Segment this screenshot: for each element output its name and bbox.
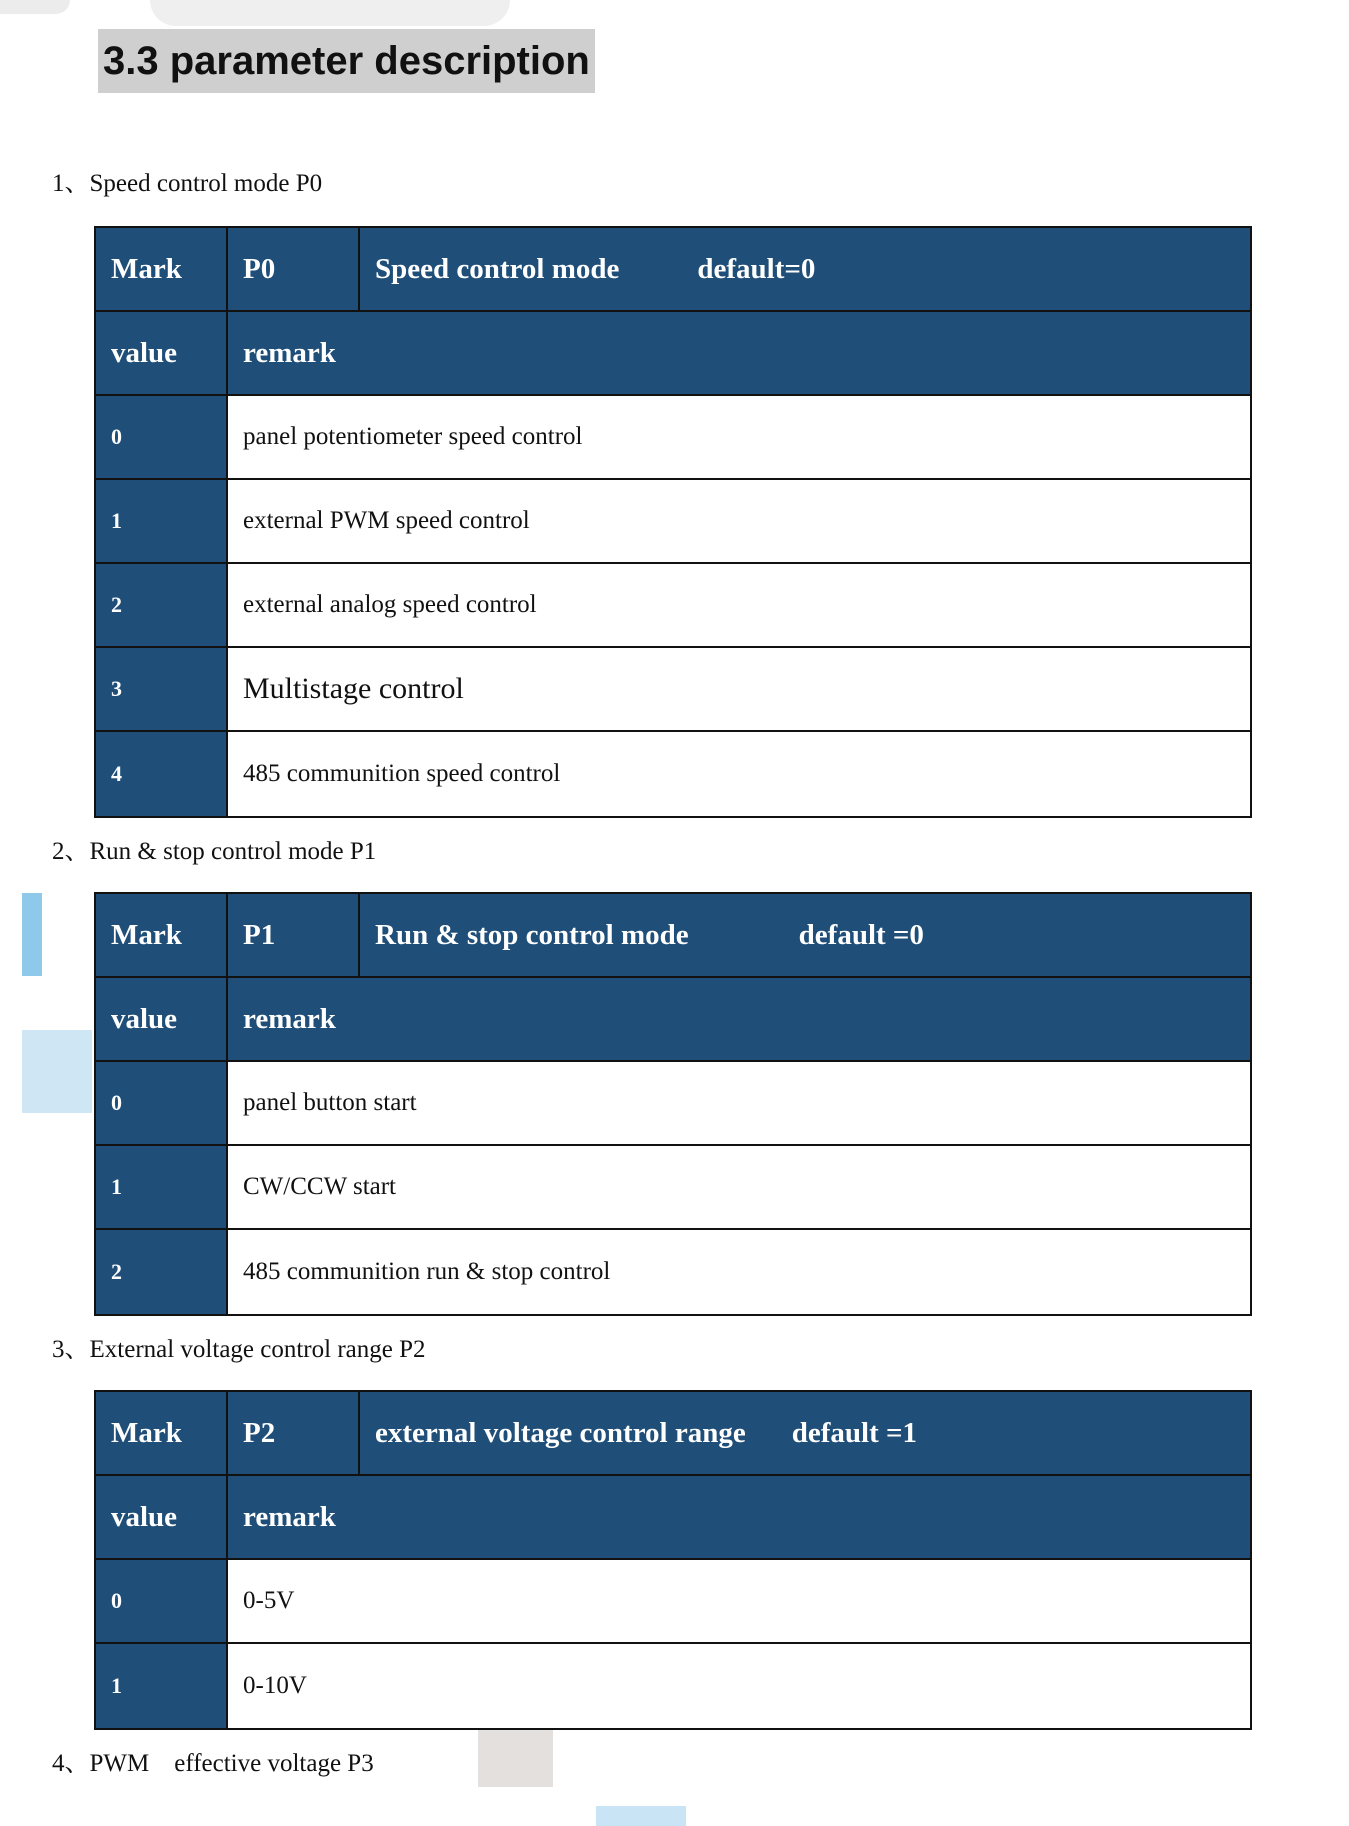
table-header-row <box>96 1392 1250 1476</box>
section-heading-p1: 2、Run & stop control mode P1 <box>52 838 377 865</box>
table-row <box>96 480 1250 564</box>
table-subheader-row <box>96 978 1250 1062</box>
param-name: Speed control mode <box>375 252 620 285</box>
row-value: 0 <box>96 1062 228 1144</box>
table-row <box>96 564 1250 648</box>
param-table-p2 <box>94 1390 1252 1730</box>
table-subheader-row <box>96 1476 1250 1560</box>
table-row <box>96 1146 1250 1230</box>
row-remark: 485 communition speed control <box>228 732 1250 816</box>
param-default: default =0 <box>798 918 924 951</box>
row-remark: external analog speed control <box>228 564 1250 646</box>
section-title: 3.3 parameter description <box>98 29 595 93</box>
row-value: 2 <box>96 1230 228 1314</box>
param-description <box>360 894 1250 976</box>
remark-label: remark <box>228 312 1250 394</box>
param-description <box>360 1392 1250 1474</box>
param-name: external voltage control range <box>375 1416 746 1449</box>
param-table-p1 <box>94 892 1252 1316</box>
table-subheader-row <box>96 312 1250 396</box>
watermark-shape <box>150 0 510 26</box>
row-remark: panel potentiometer speed control <box>228 396 1250 478</box>
watermark-shape <box>596 1806 686 1826</box>
table-row <box>96 1560 1250 1644</box>
section-heading-p2: 3、External voltage control range P2 <box>52 1336 426 1363</box>
param-code: P0 <box>228 228 360 310</box>
row-remark: panel button start <box>228 1062 1250 1144</box>
table-header-row <box>96 894 1250 978</box>
watermark-shape <box>22 893 42 976</box>
row-value: 1 <box>96 1644 228 1728</box>
table-row <box>96 396 1250 480</box>
row-value: 4 <box>96 732 228 816</box>
param-default: default=0 <box>697 252 816 285</box>
watermark-shape <box>0 0 70 14</box>
param-name: Run & stop control mode <box>375 918 689 951</box>
mark-label: Mark <box>96 894 228 976</box>
row-remark: 485 communition run & stop control <box>228 1230 1250 1314</box>
row-value: 0 <box>96 396 228 478</box>
remark-label: remark <box>228 1476 1250 1558</box>
table-row <box>96 648 1250 732</box>
row-value: 3 <box>96 648 228 730</box>
watermark-shape <box>22 1030 92 1113</box>
table-row <box>96 1230 1250 1314</box>
row-remark: external PWM speed control <box>228 480 1250 562</box>
row-value: 2 <box>96 564 228 646</box>
row-remark: 0-5V <box>228 1560 1250 1642</box>
section-heading-p3: 4、PWM effective voltage P3 <box>52 1750 374 1777</box>
mark-label: Mark <box>96 228 228 310</box>
row-value: 1 <box>96 1146 228 1228</box>
param-code: P2 <box>228 1392 360 1474</box>
param-code: P1 <box>228 894 360 976</box>
table-row <box>96 1062 1250 1146</box>
section-heading-p0: 1、Speed control mode P0 <box>52 170 323 197</box>
param-default: default =1 <box>791 1416 918 1449</box>
param-table-p0 <box>94 226 1252 818</box>
table-row <box>96 1644 1250 1728</box>
row-value: 0 <box>96 1560 228 1642</box>
row-value: 1 <box>96 480 228 562</box>
value-label: value <box>96 978 228 1060</box>
value-label: value <box>96 312 228 394</box>
row-remark: Multistage control <box>228 648 1250 730</box>
remark-label: remark <box>228 978 1250 1060</box>
param-description <box>360 228 1250 310</box>
row-remark: 0-10V <box>228 1644 1250 1728</box>
row-remark: CW/CCW start <box>228 1146 1250 1228</box>
table-row <box>96 732 1250 816</box>
value-label: value <box>96 1476 228 1558</box>
mark-label: Mark <box>96 1392 228 1474</box>
table-header-row <box>96 228 1250 312</box>
